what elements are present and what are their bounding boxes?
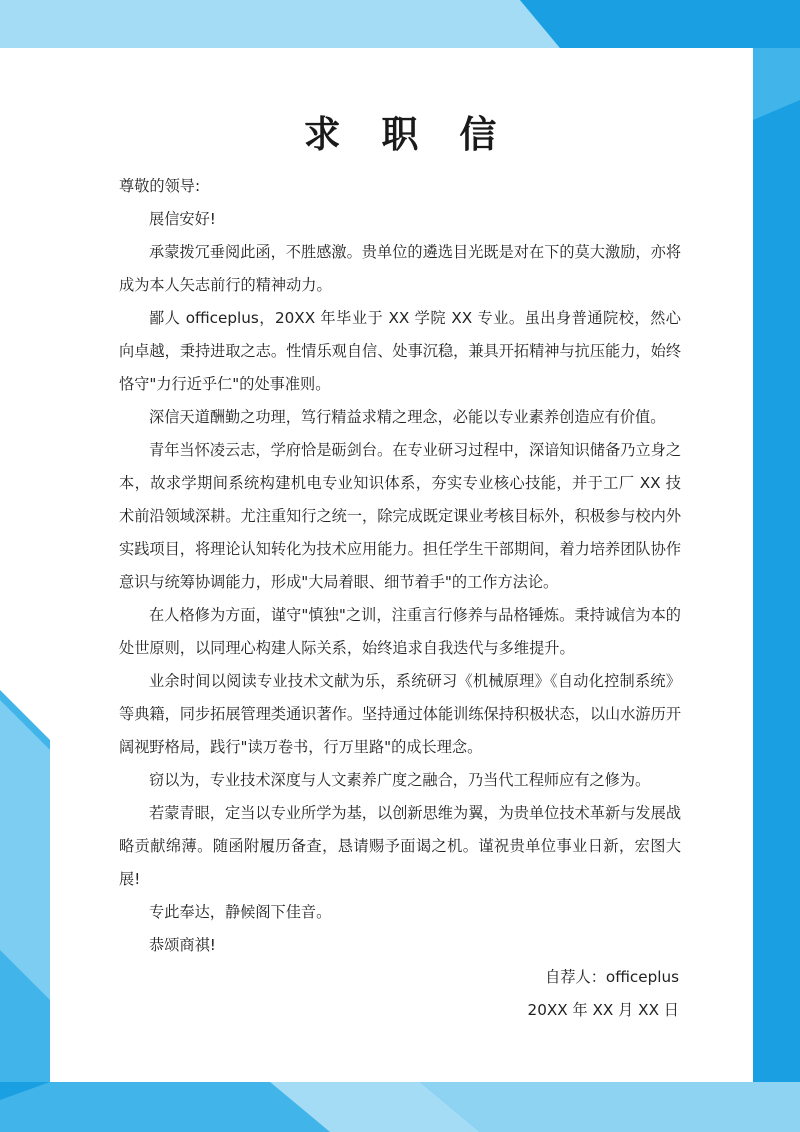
top-light-band bbox=[0, 0, 440, 48]
paragraph-regards: 恭颂商祺! bbox=[149, 936, 216, 954]
signature: 自荐人：officeplus bbox=[545, 968, 679, 986]
right-deep-band bbox=[753, 0, 800, 1132]
letter-body bbox=[119, 170, 681, 962]
paragraph-closing: 专此奉达，静候阁下佳音。 bbox=[149, 903, 332, 921]
paragraph-greeting: 展信安好! bbox=[149, 210, 216, 228]
paragraph-view: 窃以为，专业技术深度与人文素养广度之融合，乃当代工程师应有之修为。 bbox=[149, 771, 651, 789]
paragraph-belief: 深信天道酬勤之功理，笃行精益求精之理念，必能以专业素养创造应有价值。 bbox=[149, 408, 666, 426]
paragraph-study: 青年当怀凌云志，学府恰是砺剑台。在专业研习过程中，深谙知识储备乃立身之本，故求学期间系统构建机电专业知识体系，夯实专业核心技能，并于工厂 XX 技术前沿领域深耕。尤注重知行之统一，除完成既定课业考核目标外，积极参与校内外实践项目，将理论认知转化为技术应用能力。担任学生干部期间，着力培养团队协作意识与统筹协调能力，形成"大局着眼、细节着手"的工作方法论。 bbox=[119, 441, 681, 591]
paragraph-character: 在人格修为方面，谨守"慎独"之训，注重言行修养与品格锤炼。秉持诚信为本的处世原则，以同理心构建人际关系，始终追求自我迭代与多维提升。 bbox=[119, 606, 681, 657]
salutation: 尊敬的领导: bbox=[119, 177, 201, 195]
paragraph-request: 若蒙青眼，定当以专业所学为基，以创新思维为翼，为贵单位技术革新与发展战略贡献绵薄。随函附履历备查，恳请赐予面谒之机。谨祝贵单位事业日新，宏图大展! bbox=[119, 804, 681, 888]
bottom-right-light bbox=[420, 1082, 800, 1132]
letter-title: 求 职 信 bbox=[303, 113, 511, 156]
paragraph-hobbies: 业余时间以阅读专业技术文献为乐，系统研习《机械原理》《自动化控制系统》等典籍，同步拓展管理类通识著作。坚持通过体能训练保持积极状态，以山水游历开阔视野格局，践行"读万卷书，行万里路"的成长理念。 bbox=[119, 672, 681, 756]
paragraph-thanks: 承蒙拨冗垂阅此函，不胜感激。贵单位的遴选目光既是对在下的莫大激励，亦将成为本人矢志前行的精神动力。 bbox=[119, 243, 681, 294]
paragraph-introduction: 鄙人 officeplus，20XX 年毕业于 XX 学院 XX 专业。虽出身普通院校，然心向卓越，秉持进取之志。性情乐观自信、处事沉稳，兼具开拓精神与抗压能力，始终恪守"力行近乎仁"的处事准则。 bbox=[119, 309, 681, 393]
date: 20XX 年 XX 月 XX 日 bbox=[527, 1001, 679, 1019]
left-light-band bbox=[0, 700, 50, 1000]
